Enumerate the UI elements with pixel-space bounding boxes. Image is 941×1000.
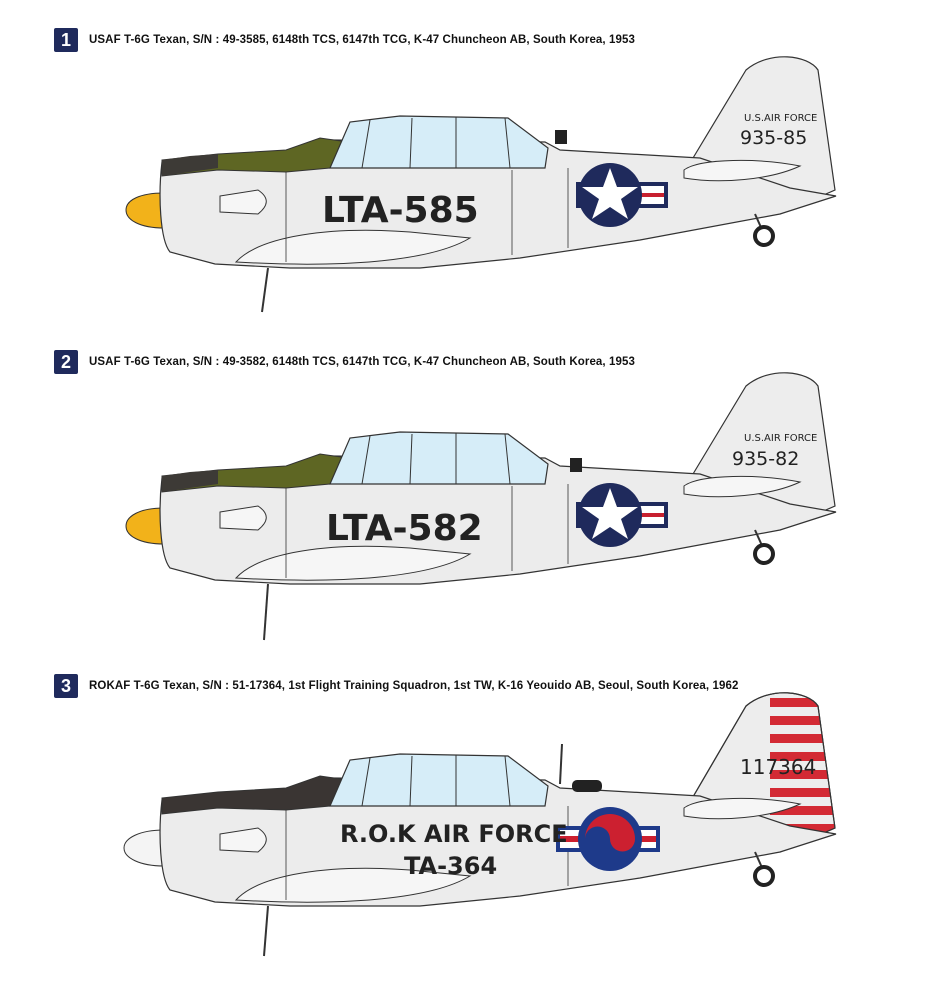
profile-entry-1 xyxy=(0,0,941,320)
tail-wheel xyxy=(755,545,773,563)
propeller-spinner xyxy=(126,508,164,544)
fuselage-text: R.O.K AIR FORCE xyxy=(340,820,568,848)
tail-number: 935-85 xyxy=(740,127,808,149)
profile-number-badge: 3 xyxy=(54,674,78,698)
fuselage-code: LTA-585 xyxy=(322,190,479,231)
tail-text: U.S.AIR FORCE xyxy=(744,433,818,444)
profile-entry-2 xyxy=(0,322,941,644)
fuselage-code: LTA-582 xyxy=(326,508,483,549)
tail-number: 935-82 xyxy=(732,448,800,470)
tail-wheel xyxy=(755,867,773,885)
profile-caption: ROKAF T-6G Texan, S/N : 51-17364, 1st Flight Training Squadron, 1st TW, K-16 Yeouido AB, Seoul, South Korea, 1962 xyxy=(89,680,739,692)
profile-caption: USAF T-6G Texan, S/N : 49-3585, 6148th TCS, 6147th TCG, K-47 Chuncheon AB, South Korea, 1953 xyxy=(89,34,636,46)
canopy xyxy=(330,754,548,806)
propeller-spinner xyxy=(124,830,164,866)
tail-wheel xyxy=(755,227,773,245)
aircraft-profile-3 xyxy=(0,646,941,1000)
canopy xyxy=(330,432,548,484)
profile-entry-3 xyxy=(0,646,941,1000)
profile-caption: USAF T-6G Texan, S/N : 49-3582, 6148th TCS, 6147th TCG, K-47 Chuncheon AB, South Korea, 1953 xyxy=(89,356,636,368)
tail-number: 117364 xyxy=(740,755,817,779)
profile-number-badge: 1 xyxy=(54,28,78,52)
profile-number-badge: 2 xyxy=(54,350,78,374)
canopy xyxy=(330,116,548,168)
aircraft-profile-1 xyxy=(0,0,941,320)
tail-text: U.S.AIR FORCE xyxy=(744,113,818,124)
propeller-spinner xyxy=(126,193,164,228)
fuselage-code: TA-364 xyxy=(404,852,498,880)
aircraft-profile-2 xyxy=(0,322,941,644)
